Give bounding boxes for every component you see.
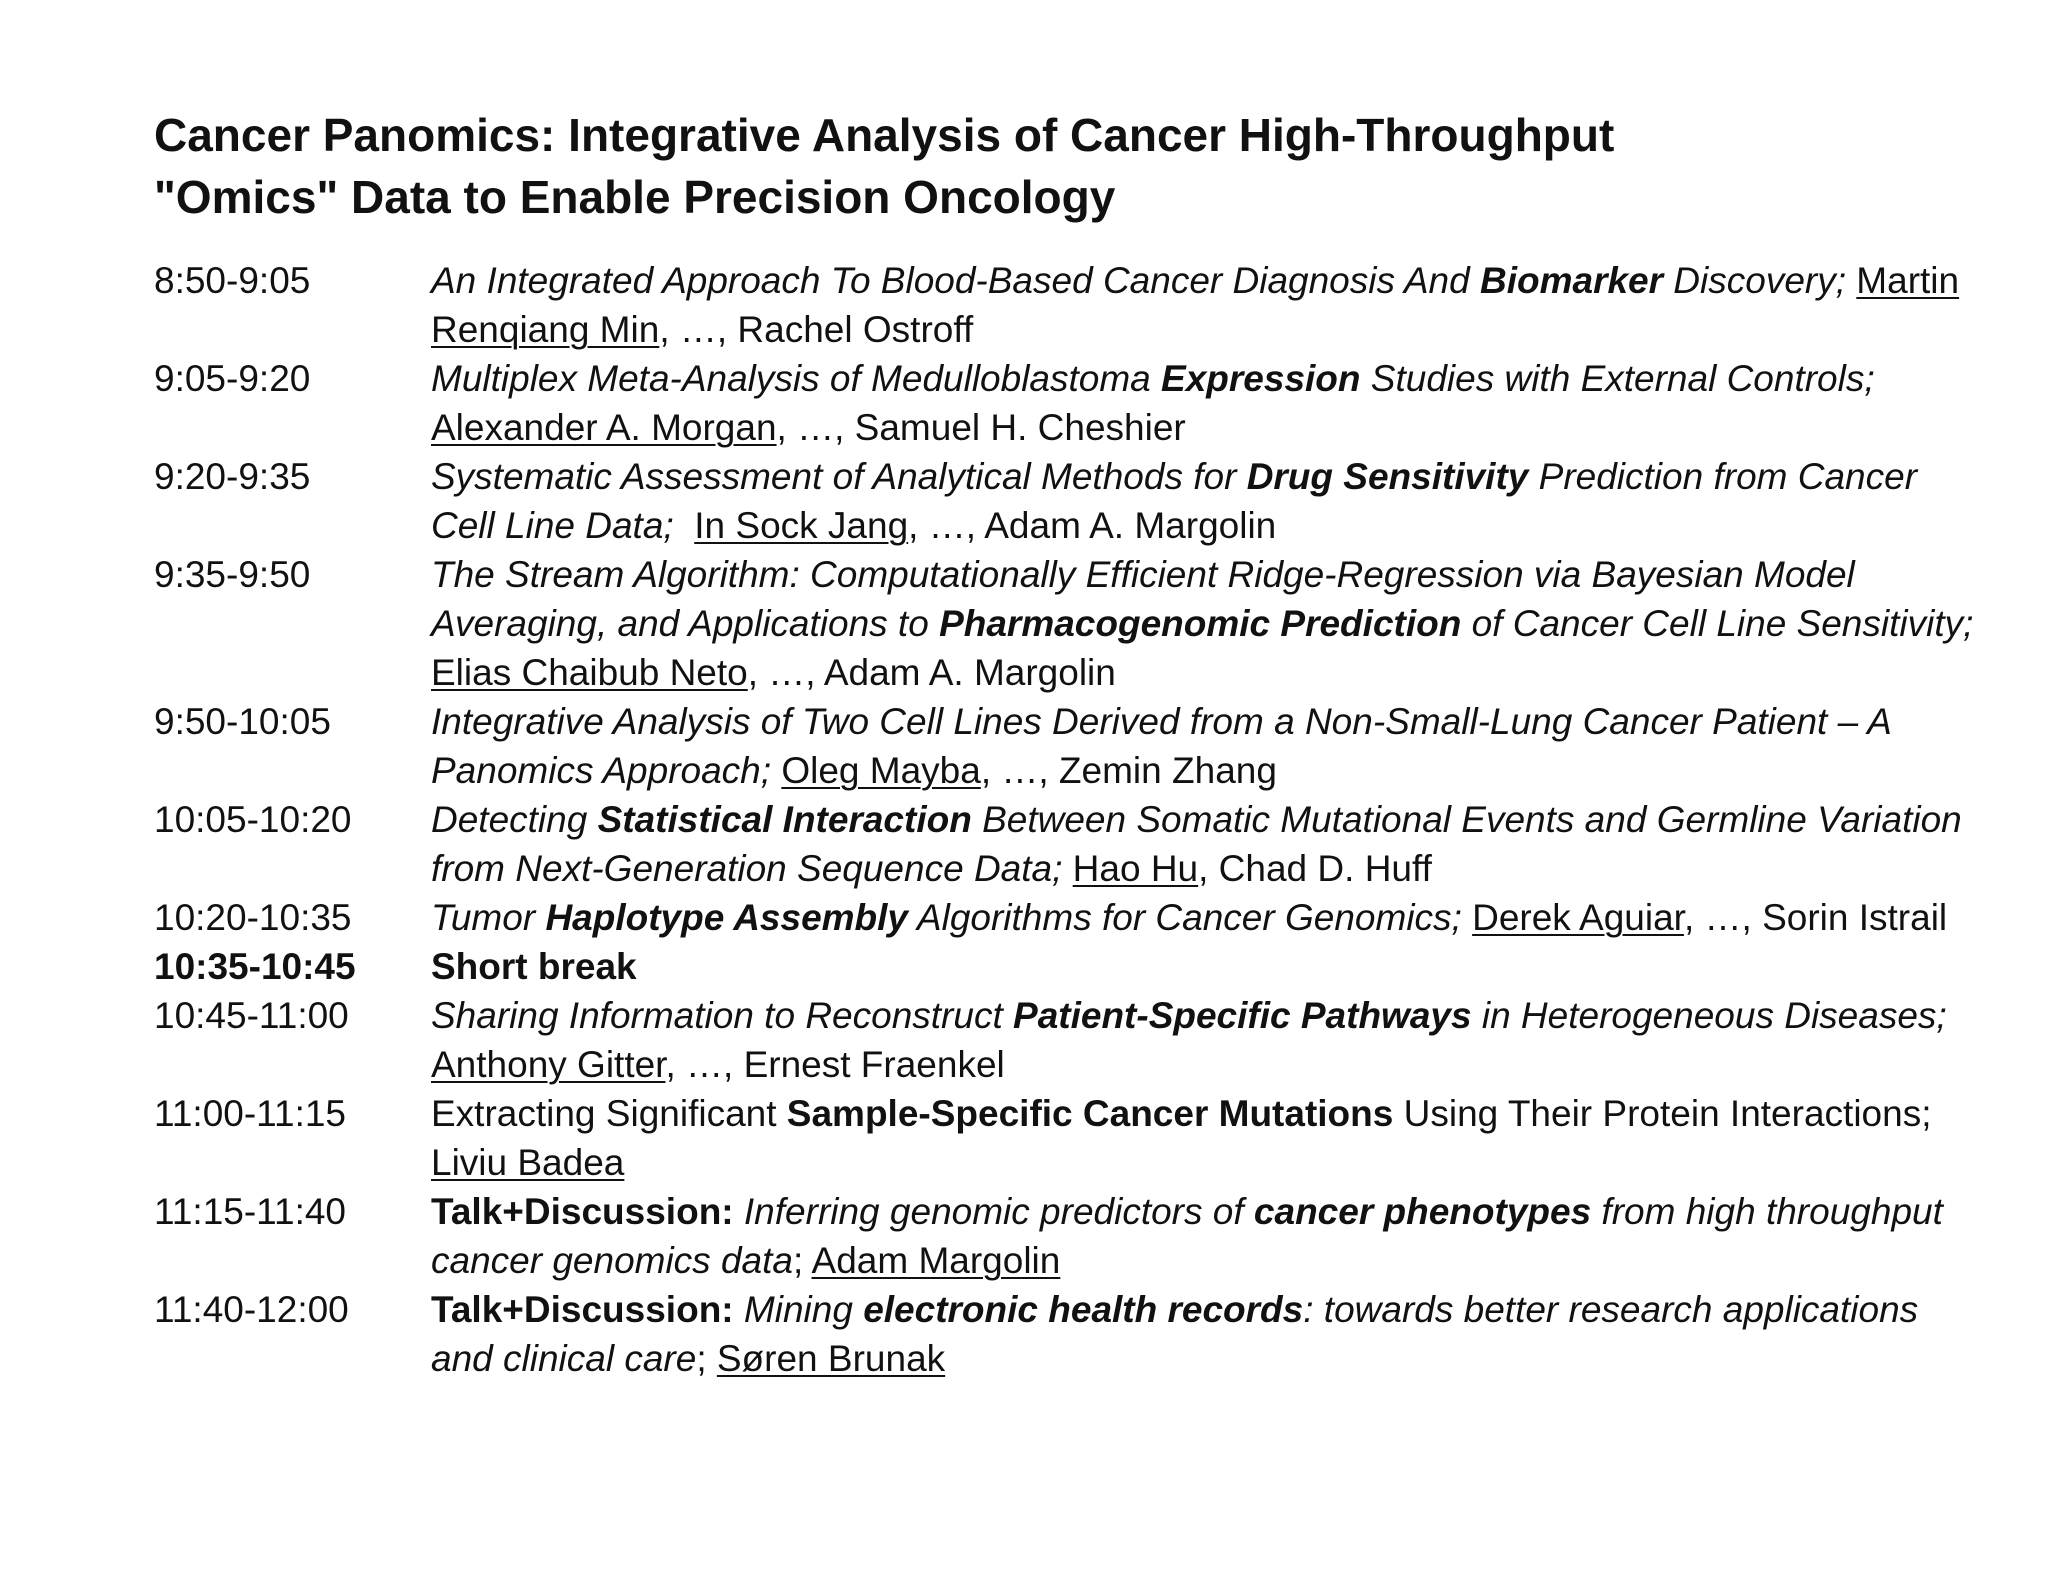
time-slot: 9:50-10:05 bbox=[154, 701, 331, 742]
co-authors: , …, Adam A. Margolin bbox=[908, 505, 1277, 546]
document-title bbox=[154, 104, 1904, 228]
presenter-name: Adam Margolin bbox=[811, 1240, 1061, 1281]
talk-type-prefix: Talk+Discussion: bbox=[431, 1289, 734, 1330]
time-slot: 9:05-9:20 bbox=[154, 358, 311, 399]
talk-keyword: Haplotype Assembly bbox=[545, 897, 909, 938]
talk-keyword: Pharmacogenomic Prediction bbox=[939, 603, 1462, 644]
separator: ; bbox=[792, 1240, 812, 1281]
schedule-row bbox=[154, 1089, 1974, 1187]
schedule-row bbox=[154, 893, 1974, 942]
document-page bbox=[154, 104, 1974, 1383]
spacer bbox=[1846, 260, 1856, 301]
talk-title-text: Multiplex Meta-Analysis of Medulloblastoma bbox=[431, 358, 1162, 399]
talk-entry bbox=[431, 452, 1974, 550]
title-line-1: Cancer Panomics: Integrative Analysis of Cancer High-Throughput bbox=[154, 109, 1615, 161]
presenter-name: In Sock Jang bbox=[694, 505, 909, 546]
co-authors: , …, Zemin Zhang bbox=[980, 750, 1277, 791]
talk-title-text: Using Their Protein Interactions; bbox=[1393, 1093, 1932, 1134]
schedule-row bbox=[154, 697, 1974, 795]
talk-entry bbox=[431, 795, 1974, 893]
talk-keyword: Sample-Specific Cancer Mutations bbox=[786, 1093, 1394, 1134]
time-slot: 11:15-11:40 bbox=[154, 1191, 347, 1232]
talk-title-text: Mining bbox=[743, 1289, 864, 1330]
schedule-row bbox=[154, 256, 1974, 354]
talk-title-text: An Integrated Approach To Blood-Based Cancer Diagnosis And bbox=[431, 260, 1480, 301]
schedule-list bbox=[154, 256, 1974, 1383]
co-authors: , …, Sorin Istrail bbox=[1683, 897, 1948, 938]
presenter-name: Søren Brunak bbox=[716, 1338, 946, 1379]
spacer bbox=[1462, 897, 1472, 938]
talk-title-text: Extracting Significant bbox=[431, 1093, 787, 1134]
talk-entry bbox=[431, 1187, 1974, 1285]
presenter-name: Liviu Badea bbox=[431, 1142, 625, 1183]
time-slot: 10:45-11:00 bbox=[154, 995, 349, 1036]
talk-entry bbox=[431, 354, 1974, 452]
spacer bbox=[674, 505, 695, 546]
talk-title-text: Prediction from Cancer Cell Line Data; bbox=[431, 456, 1918, 546]
co-authors: , …, Adam A. Margolin bbox=[747, 652, 1116, 693]
talk-title-text: Algorithms for Cancer Genomics; bbox=[908, 897, 1462, 938]
schedule-row bbox=[154, 1187, 1974, 1285]
talk-entry bbox=[431, 256, 1974, 354]
time-slot: 11:40-12:00 bbox=[154, 1289, 349, 1330]
talk-entry bbox=[431, 1089, 1974, 1187]
talk-title-text: Between Somatic Mutational Events and Germline Variation from Next-Generation Sequence Data; bbox=[431, 799, 1962, 889]
talk-title-text: Discovery; bbox=[1663, 260, 1847, 301]
talk-keyword: Drug Sensitivity bbox=[1246, 456, 1529, 497]
talk-keyword: Expression bbox=[1161, 358, 1361, 399]
break-time: 10:35-10:45 bbox=[154, 946, 356, 987]
talk-keyword: Biomarker bbox=[1480, 260, 1664, 301]
talk-type-prefix: Talk+Discussion: bbox=[431, 1191, 734, 1232]
co-authors: , …, Ernest Fraenkel bbox=[665, 1044, 1005, 1085]
schedule-row bbox=[154, 354, 1974, 452]
talk-title-text: Inferring genomic predictors of bbox=[743, 1191, 1254, 1232]
talk-keyword: electronic health records bbox=[863, 1289, 1304, 1330]
talk-title-text: Detecting bbox=[431, 799, 598, 840]
talk-title-text: Tumor bbox=[431, 897, 546, 938]
presenter-name: Alexander A. Morgan bbox=[431, 407, 777, 448]
talk-entry bbox=[431, 991, 1974, 1089]
schedule-row bbox=[154, 1285, 1974, 1383]
talk-entry bbox=[431, 550, 1974, 697]
talk-title-text: in Heterogeneous Diseases; bbox=[1471, 995, 1947, 1036]
co-authors: , Chad D. Huff bbox=[1198, 848, 1432, 889]
talk-keyword: Patient-Specific Pathways bbox=[1013, 995, 1472, 1036]
talk-keyword: Statistical Interaction bbox=[597, 799, 972, 840]
talk-title-text: Integrative Analysis of Two Cell Lines Derived from a Non-Small-Lung Cancer Patient – A Panomics Approach; bbox=[431, 701, 1891, 791]
time-slot: 9:20-9:35 bbox=[154, 456, 311, 497]
talk-title-text: Systematic Assessment of Analytical Methods for bbox=[431, 456, 1247, 497]
talk-keyword: cancer phenotypes bbox=[1253, 1191, 1592, 1232]
time-slot: 11:00-11:15 bbox=[154, 1093, 347, 1134]
co-authors: , …, Samuel H. Cheshier bbox=[776, 407, 1186, 448]
time-slot: 10:20-10:35 bbox=[154, 897, 352, 938]
talk-title-text: Sharing Information to Reconstruct bbox=[431, 995, 1014, 1036]
presenter-name: Derek Aguiar bbox=[1472, 897, 1684, 938]
talk-entry bbox=[431, 1285, 1974, 1383]
talk-title-text: from high throughput cancer genomics data bbox=[431, 1191, 1943, 1281]
schedule-row bbox=[154, 795, 1974, 893]
break-row bbox=[154, 942, 1974, 991]
time-slot: 8:50-9:05 bbox=[154, 260, 311, 301]
presenter-name: Hao Hu bbox=[1072, 848, 1199, 889]
talk-title-text: The Stream Algorithm: Computationally Efficient Ridge-Regression via Bayesian Model Averaging, and Applications to bbox=[431, 554, 1855, 644]
talk-title-text: of Cancer Cell Line Sensitivity; bbox=[1461, 603, 1974, 644]
time-slot: 10:05-10:20 bbox=[154, 799, 352, 840]
talk-entry bbox=[431, 697, 1974, 795]
schedule-row bbox=[154, 452, 1974, 550]
spacer bbox=[771, 750, 781, 791]
title-line-2: "Omics" Data to Enable Precision Oncology bbox=[154, 171, 1116, 223]
time-slot: 9:35-9:50 bbox=[154, 554, 311, 595]
separator: ; bbox=[696, 1338, 717, 1379]
presenter-name: Elias Chaibub Neto bbox=[431, 652, 748, 693]
presenter-name: Anthony Gitter bbox=[431, 1044, 666, 1085]
talk-title-text: : towards better research applications and clinical care bbox=[431, 1289, 1919, 1379]
spacer bbox=[1062, 848, 1072, 889]
schedule-row bbox=[154, 550, 1974, 697]
talk-title-text: Studies with External Controls; bbox=[1360, 358, 1875, 399]
co-authors: , …, Rachel Ostroff bbox=[659, 309, 974, 350]
presenter-name: Martin Renqiang Min bbox=[431, 260, 1960, 350]
talk-entry bbox=[431, 893, 1974, 942]
schedule-row bbox=[154, 991, 1974, 1089]
presenter-name: Oleg Mayba bbox=[781, 750, 981, 791]
break-label: Short break bbox=[431, 946, 637, 987]
